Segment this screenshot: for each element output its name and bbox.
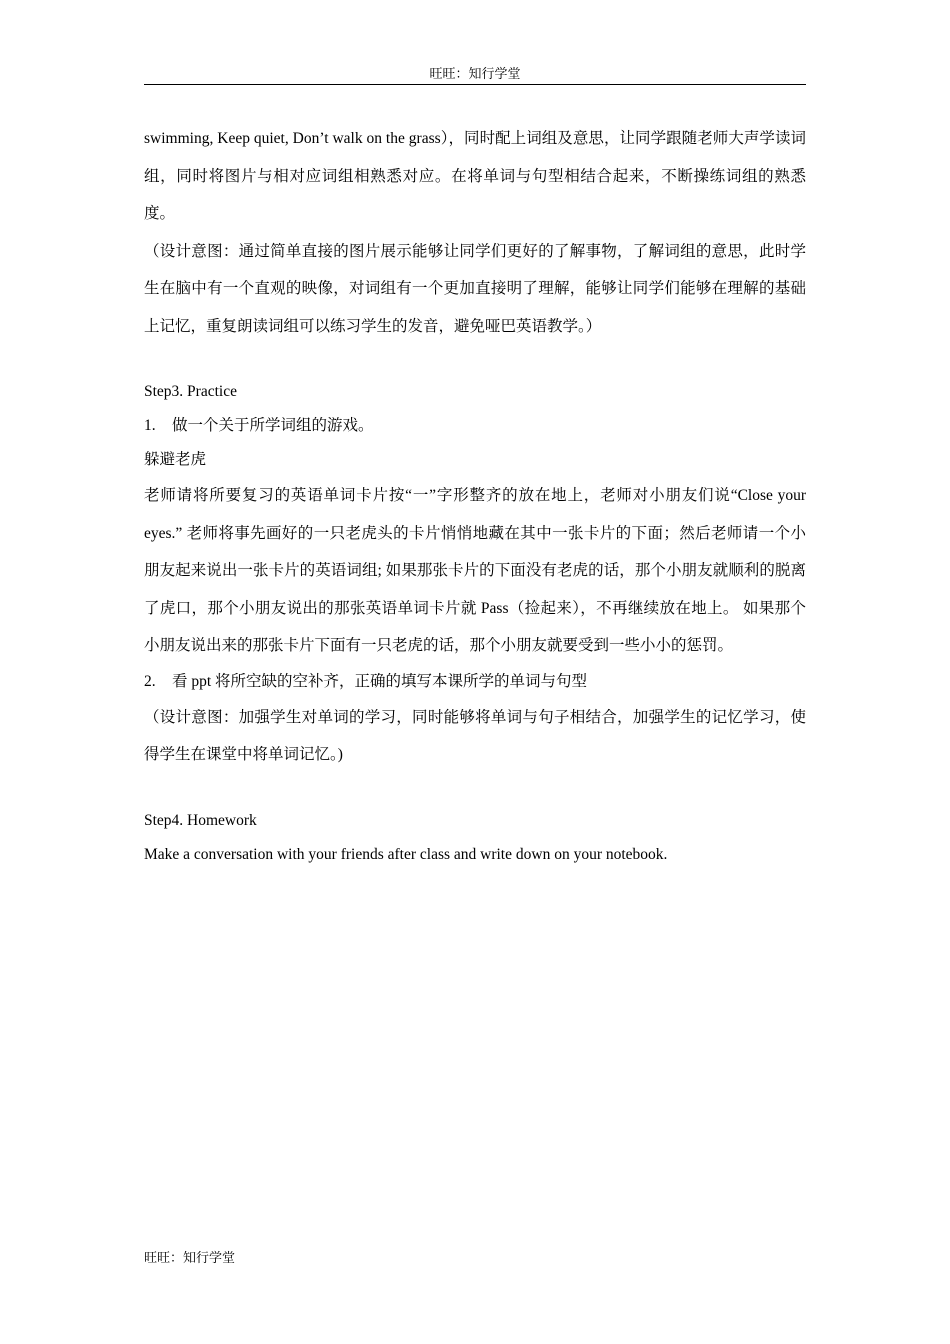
page-footer [144,1248,235,1268]
document-body [144,120,806,872]
list-item-2 [144,665,806,699]
spacer [144,774,806,804]
list-number-1: 1. [144,417,156,434]
paragraph-design-intent-1: （设计意图：通过简单直接的图片展示能够让同学们更好的了解事物，了解词组的意思，此时学生在脑中有一个直观的映像，对词组有一个更加直接明了理解，能够让同学们能够在理解的基础上记忆，重复朗读词组可以练习学生的发音，避免哑巴英语教学。） [144,242,806,335]
list-item-1 [144,409,806,443]
spacer [144,345,806,375]
paragraph-design-intent-2: （设计意图：加强学生对单词的学习，同时能够将单词与句子相结合，加强学生的记忆学习，使得学生在课堂中将单词记忆。) [144,708,806,763]
paragraph-vocabulary-practice: swimming, Keep quiet, Don’t walk on the grass），同时配上词组及意思，让同学跟随老师大声学读词组，同时将图片与相对应词组相熟悉对应。在将单词与句型相结合起来，不断操练词组的熟悉度。 [144,130,806,222]
footer-text: 旺旺：知行学堂 [144,1250,236,1265]
page-header [144,64,806,85]
heading-step3: Step3. Practice [144,383,237,400]
paragraph-game-rules: 老师请将所要复习的英语单词卡片按“一”字形整齐的放在地上，老师对小朋友们说“Close your eyes.” 老师将事先画好的一只老虎头的卡片悄悄地藏在其中一张卡片的下面；然后老师请一个小朋友起来说出一张卡片的英语词组; 如果那张卡片的下面没有老虎的话，那个小朋友就顺利的脱离了虎口，那个小朋友说出的那张英语单词卡片就 Pass（捡起来），不再继续放在地上。 如果那个小朋友说出来的那张卡片下面有一只老虎的话，那个小朋友就要受到一些小小的惩罚。 [144,487,806,654]
heading-step4: Step4. Homework [144,811,257,829]
game-title: 躲避老虎 [144,451,207,468]
header-text: 旺旺：知行学堂 [429,66,521,81]
homework-text: Make a conversation with your friends after class and write down on your notebook. [144,845,668,863]
list-number-2: 2. [144,672,156,690]
list-text-1: 做一个关于所学词组的游戏。 [172,417,374,434]
list-text-2: 看 ppt 将所空缺的空补齐，正确的填写本课所学的单词与句型 [172,672,588,690]
